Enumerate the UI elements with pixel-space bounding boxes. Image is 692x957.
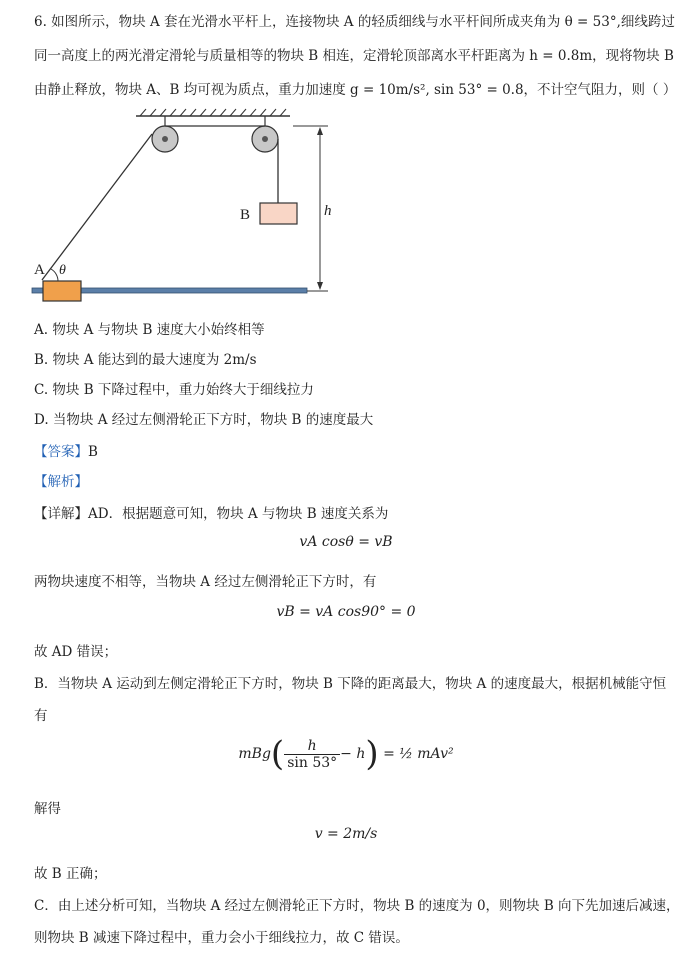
question-line-1: 6. 如图所示，物块 A 套在光滑水平杆上，连接物块 A 的轻质细线与水平杆间所成夹角为 θ = 53°,细线跨过: [34, 14, 675, 30]
answer-line: [34, 440, 98, 460]
eq3-numerator: h: [284, 738, 340, 755]
eq3-denominator: sin 53°: [287, 754, 338, 771]
label-B: B: [240, 207, 251, 223]
label-A: A: [34, 262, 45, 278]
equation-2: vB = vA cos90° = 0: [276, 604, 416, 620]
option-A: A. 物块 A 与物块 B 速度大小始终相等: [34, 322, 265, 338]
eq3-minus: − h: [340, 746, 366, 762]
block-A: [43, 281, 81, 301]
eq3-fraction: [284, 738, 340, 771]
option-B: B. 物块 A 能达到的最大速度为 2m/s: [34, 352, 257, 368]
detail-c-2: 则物块 B 减速下降过程中，重力会小于细线拉力，故 C 错误。: [34, 930, 409, 946]
question-line-3: 由静止释放，物块 A、B 均可视为质点，重力加速度 g = 10m/s², sin 53° = 0.8，不计空气阻力，则（ ）: [34, 82, 677, 98]
equation-1: vA cosθ = vB: [299, 534, 393, 550]
label-theta: θ: [59, 263, 66, 278]
eq3-right: = ½ mAv²: [383, 746, 454, 762]
eq3-left: mBg: [238, 746, 271, 762]
detail-intro-line: [34, 502, 388, 522]
answer-tag: 【答案】: [34, 444, 88, 460]
string-to-A: [42, 134, 152, 280]
angle-arc: [51, 269, 58, 281]
answer-value: B: [88, 444, 98, 460]
detail-tag: 【详解】: [34, 506, 88, 522]
equation-3: mBg( $\frac{h}{\sin 53^\circ}$ − h) = ½ mAv²: [238, 734, 454, 774]
label-h: h: [324, 203, 332, 219]
detail-text-2: 两物块速度不相等，当物块 A 经过左侧滑轮正下方时，有: [34, 574, 377, 590]
equation-4: v = 2m/s: [314, 826, 378, 842]
detail-c-1: C．由上述分析可知，当物块 A 经过左侧滑轮正下方时，物块 B 的速度为 0，则物块 B 向下先加速后减速，: [34, 898, 680, 914]
pulley-diagram: [28, 106, 348, 306]
detail-intro: AD．根据题意可知，物块 A 与物块 B 速度关系为: [88, 506, 389, 522]
question-line-2: 同一高度上的两光滑定滑轮与质量相等的物块 B 相连，定滑轮顶部离水平杆距离为 h = 0.8m，现将物块 B: [34, 48, 674, 64]
detail-text-5: 故 B 正确；: [34, 866, 107, 882]
analysis-tag: 【解析】: [34, 474, 88, 490]
block-B: [260, 203, 297, 224]
detail-text-3: 故 AD 错误；: [34, 644, 118, 660]
option-D: D. 当物块 A 经过左侧滑轮正下方时，物块 B 的速度最大: [34, 412, 374, 428]
detail-text-4: 解得: [34, 801, 61, 817]
option-C: C. 物块 B 下降过程中，重力始终大于细线拉力: [34, 382, 314, 398]
detail-b-1: B．当物块 A 运动到左侧定滑轮正下方时，物块 B 下降的距离最大，物块 A 的速度最大，根据机械能守恒: [34, 676, 667, 692]
ceiling-hatch: [140, 109, 286, 116]
detail-b-2: 有: [34, 708, 48, 724]
